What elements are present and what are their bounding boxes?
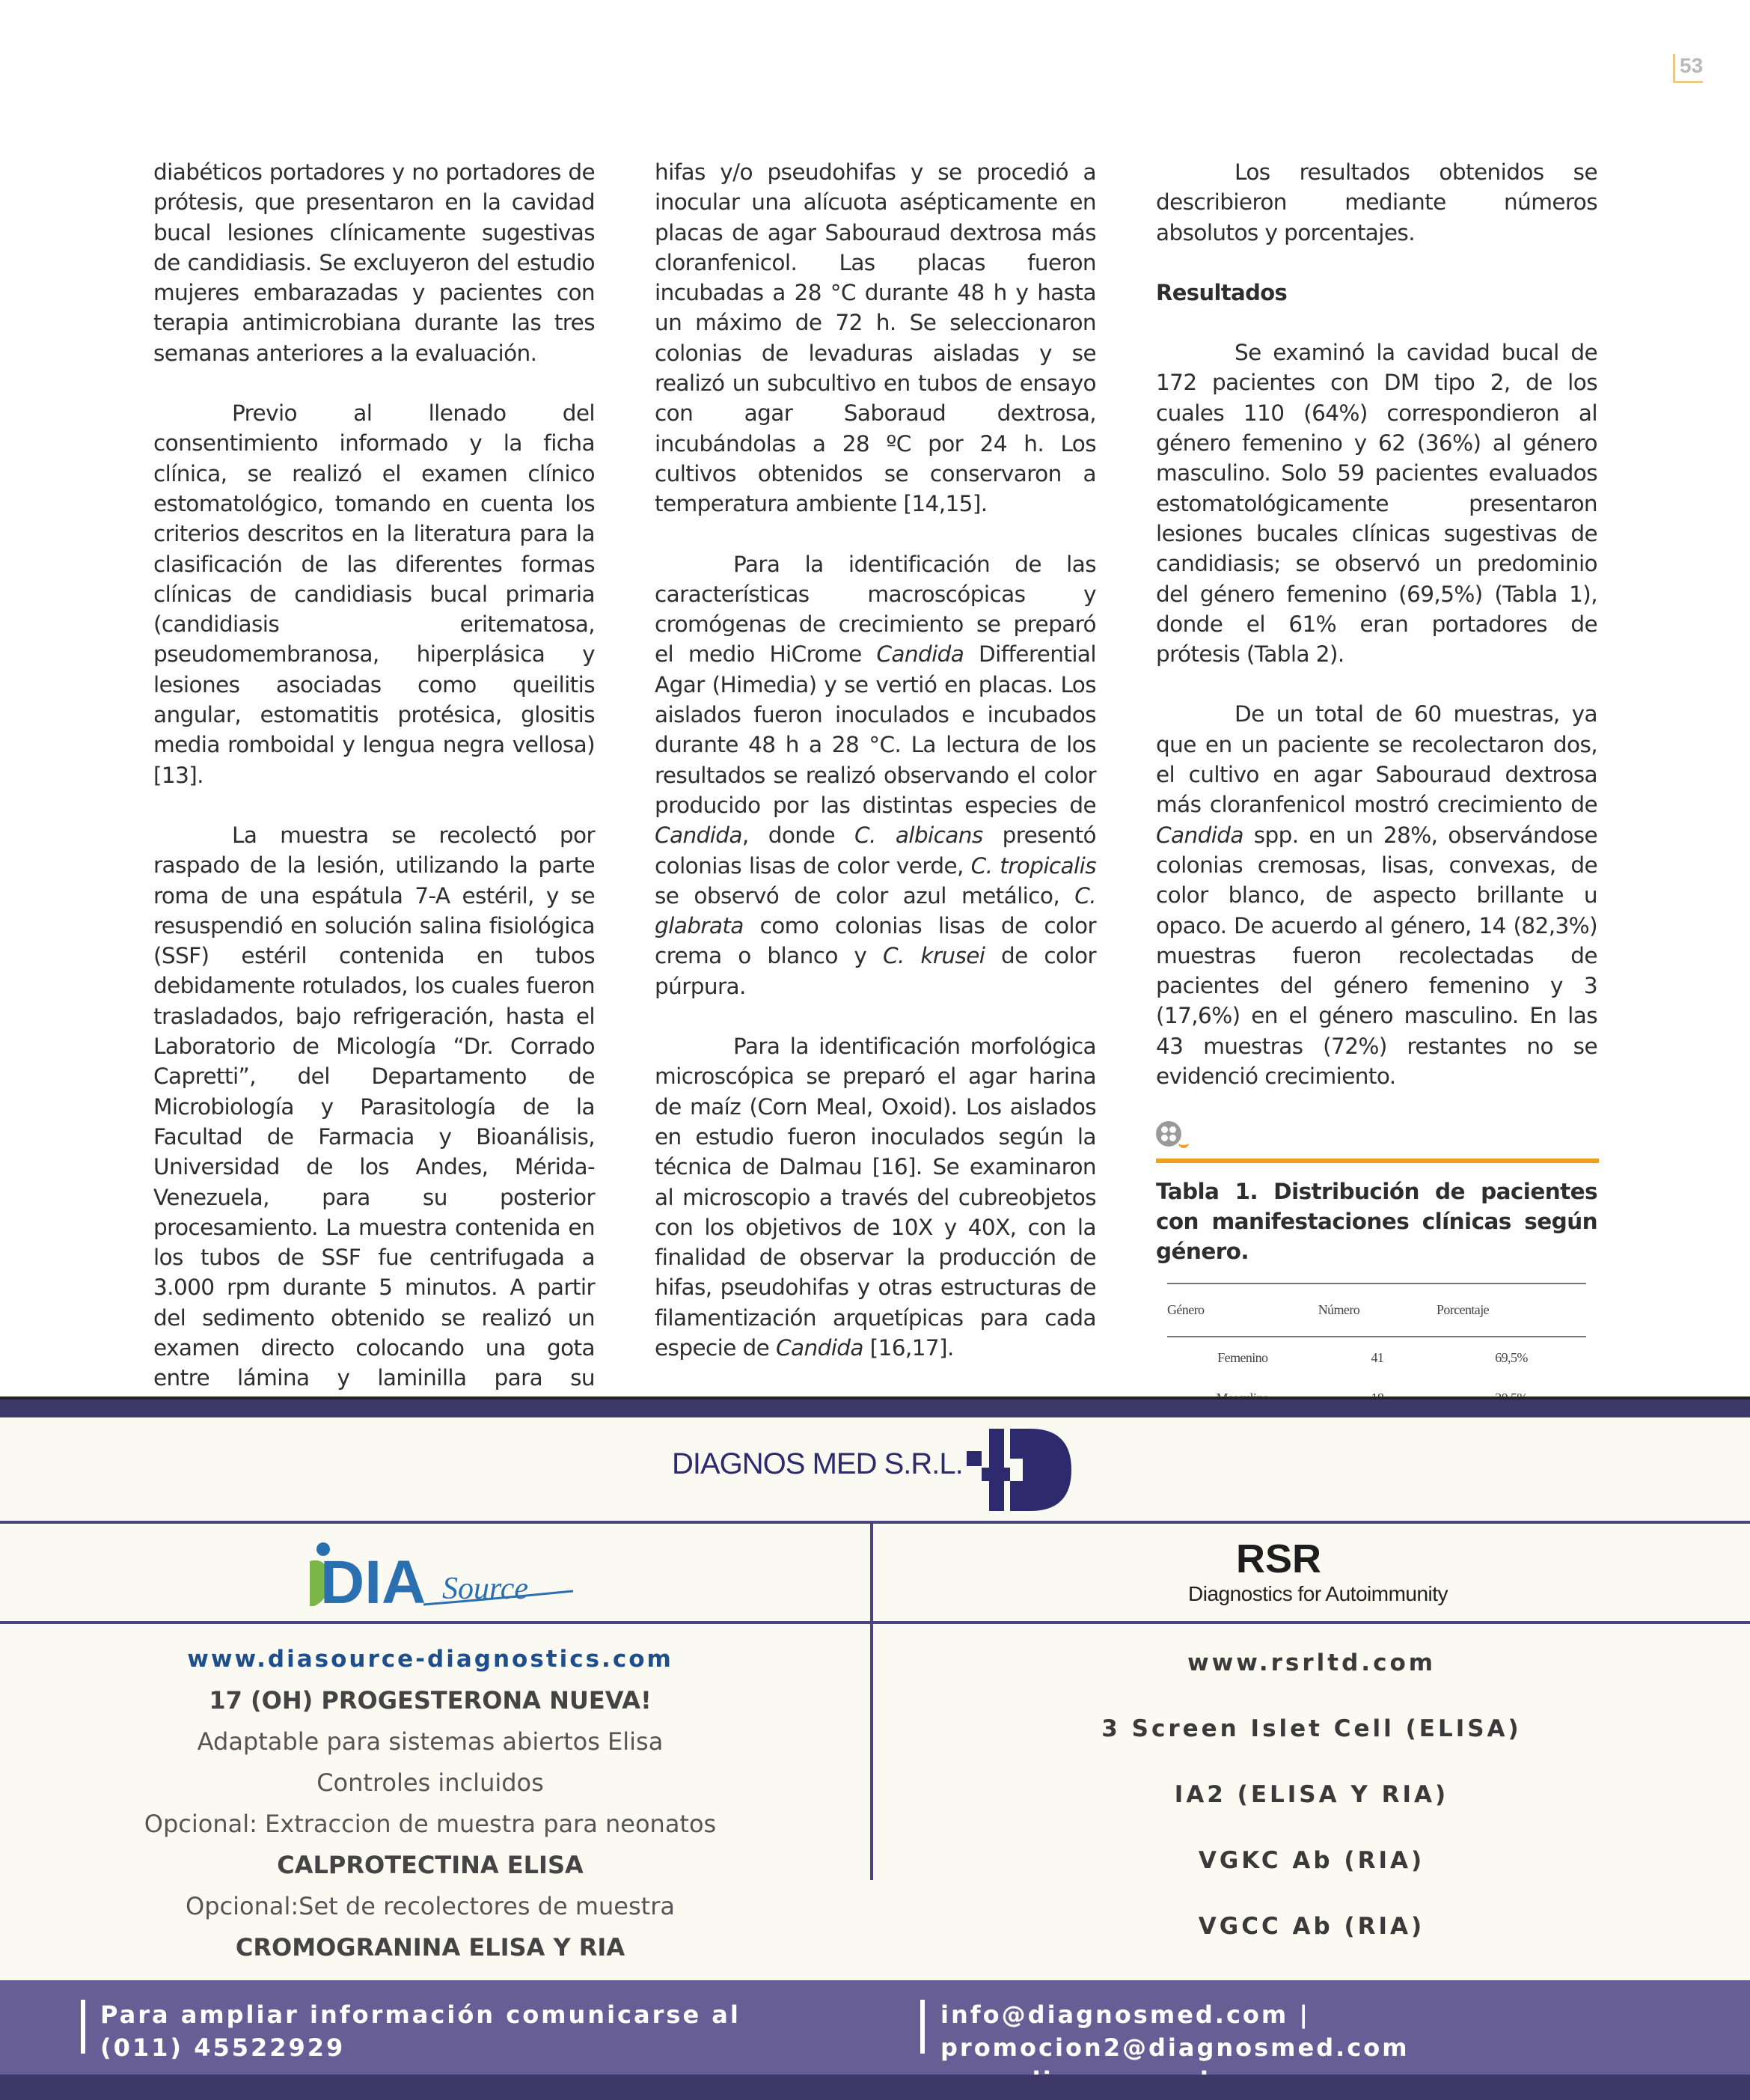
page-number: 53: [1673, 54, 1703, 83]
bottom-band: [0, 2075, 1750, 2100]
rsr-subtitle: Diagnostics for Autoimmunity: [1188, 1582, 1448, 1605]
table-cell: 41: [1371, 1349, 1384, 1365]
article-column-2: [655, 157, 1096, 1393]
product-item: 17 (OH) PROGESTERONA NUEVA!: [209, 1686, 652, 1715]
paragraph: hifas y/o pseudohifas y se procedió a inocular una alícuota asépticamente en placas de agar Sabouraud dextrosa más cloranfenicol. Las placas fueron incubadas a 28 °C durante 48 h y hasta un máximo de 72 h. Se seleccionaron colonias de levaduras aisladas y se realizó un subcultivo en tubos de ensayo con agar Saboraud dextrosa, incubándolas a 28 ºC por 24 h. Los cultivos obtenidos se conservaron a temperatura ambiente [14,15].: [655, 159, 1096, 517]
table-cell: 69,5%: [1495, 1349, 1528, 1365]
rsr-title: RSR: [1236, 1536, 1322, 1581]
film-reel-icon: [1156, 1121, 1189, 1151]
svg-text:DIA: DIA: [320, 1548, 426, 1614]
table-header-row: [1167, 1283, 1586, 1336]
diasource-products: [0, 1639, 860, 1968]
product-item: Opcional: Extraccion de muestra para neonatos: [144, 1810, 717, 1838]
paragraph: De un total de 60 muestras, ya que en un paciente se recolectaron dos, el cultivo en agar Sabouraud dextrosa más cloranfenicol mostró crecimiento de Candida spp. en un 28%, observándose colonias cremosas, lisas, convexas, de color blanco, de aspecto brillante u opaco. De acuerdo al género, 14 (82,3%) muestras fueron recolectadas de pacientes del género femenino y 3 (17,6%) en el género masculino. En las 43 muestras (72%) restantes no se evidenció crecimiento.: [1156, 701, 1597, 1090]
contact-emails[interactable]: info@diagnosmed.com | promocion2@diagnosmed.com: [940, 2000, 1410, 2062]
table-caption: Tabla 1. Distribución de pacientes con manifestaciones clínicas según género.: [1156, 1179, 1597, 1265]
ad-top-bar: [0, 1397, 1750, 1417]
product-item: Opcional:Set de recolectores de muestra: [186, 1892, 675, 1920]
product-item: VGKC Ab (RIA): [1198, 1847, 1425, 1874]
diagnos-logo-icon: [967, 1429, 1071, 1511]
product-item: Adaptable para sistemas abiertos Elisa: [197, 1727, 664, 1756]
table-header: Número: [1318, 1283, 1437, 1336]
article-column-3: [1156, 157, 1597, 1480]
product-item: IA2 (ELISA Y RIA): [1174, 1781, 1449, 1808]
rsr-products: [873, 1643, 1750, 1973]
product-item: VGCC Ab (RIA): [1198, 1913, 1425, 1940]
paragraph: Se examinó la cavidad bucal de 172 pacientes con DM tipo 2, de los cuales 110 (64%) correspondieron al género femenino y 62 (36%) al género masculino. Solo 59 pacientes evaluados estomatológicamente presentaron lesiones bucales clínicas sugestivas de candidiasis; se observó un predominio del género femenino (69,5%) (Tabla 1), donde el 61% eran portadores de prótesis (Tabla 2).: [1156, 340, 1597, 668]
svg-text:Source: Source: [442, 1572, 529, 1606]
product-item: 3 Screen Islet Cell (ELISA): [1101, 1715, 1522, 1742]
contact-phone: Para ampliar información comunicarse al (011) 45522929: [100, 2000, 741, 2062]
table-header: Porcentaje: [1437, 1283, 1586, 1336]
contact-divider: [920, 2000, 925, 2054]
ad-divider: [0, 1621, 1750, 1624]
contact-divider: [81, 2000, 85, 2054]
section-heading: Resultados: [1156, 279, 1288, 305]
advertisement: [0, 1397, 1750, 2100]
table-cell: Femenino: [1217, 1349, 1268, 1365]
product-item: CALPROTECTINA ELISA: [277, 1851, 584, 1879]
product-item: CROMOGRANINA ELISA Y RIA: [235, 1933, 625, 1962]
ad-divider: [0, 1521, 1750, 1524]
table-top-rule: [1156, 1159, 1599, 1163]
company-name: DIAGNOS MED S.R.L.: [672, 1447, 963, 1480]
paragraph: Previo al llenado del consentimiento informado y la ficha clínica, se realizó el examen clínico estomatológico, tomando en cuenta los criterios descritos en la literatura para la clasificación de las diferentes formas clínicas de candidiasis bucal primaria (candidiasis eritematosa, pseudomembranosa, hiperplásica y lesiones asociadas como queilitis angular, estomatitis protésica, glositis media romboidal y lengua negra vellosa) [13].: [153, 400, 595, 788]
product-item: Controles incluidos: [316, 1768, 544, 1797]
diasource-logo: [304, 1539, 588, 1614]
table-row: [1167, 1337, 1586, 1378]
paragraph: Para la identificación morfológica microscópica se preparó el agar harina de maíz (Corn Meal, Oxoid). Los aislados en estudio fueron inoculados según la técnica de Dalmau [16]. Se examinaron al microscopio a través del cubreobjetos con los objetivos de 10X y 40X, con la finalidad de observar la producción de hifas, pseudohifas y otras estructuras de filamentización arquetípicas para cada especie de Candida [16,17].: [655, 1034, 1096, 1361]
contact-bar: [0, 1980, 1750, 2100]
paragraph: Los resultados obtenidos se describieron mediante números absolutos y porcentajes.: [1156, 159, 1597, 245]
paragraph: Para la identificación de las características macroscópicas y cromógenas de crecimiento se preparó el medio HiCrome Candida Differential Agar (Himedia) y se vertió en placas. Los aislados fueron inoculados e incubados durante 48 h a 28 °C. La lectura de los resultados se realizó observando el color producido por las distintas especies de Candida, donde C. albicans presentó colonias lisas de color verde, C. tropicalis se observó de color azul metálico, C. glabrata como colonias lisas de color crema o blanco y C. krusei de color púrpura.: [655, 551, 1097, 999]
article-column-1: [153, 157, 595, 1513]
paragraph: La muestra se recolectó por raspado de la lesión, utilizando la parte roma de una espátula 7-A estéril, y se resuspendió en solución salina fisiológica (SSF) estéril contenida en tubos debidamente rotulados, los cuales fueron trasladados, bajo refrigeración, hasta el Laboratorio de Micología “Dr. Corrado Capretti”, del Departamento de Microbiología y Parasitología de la Facultad de Farmacia y Bioanálisis, Universidad de los Andes, Mérida-Venezuela, para su posterior procesamiento. La muestra contenida en los tubos de SSF fue centrifugada a 3.000 rpm durante 5 minutos. A partir del sedimento obtenido se realizó un examen directo colocando una gota entre lámina y laminilla para su: [153, 822, 595, 1391]
rsr-url-link[interactable]: www.rsrltd.com: [1187, 1649, 1437, 1676]
table-header: Género: [1167, 1283, 1318, 1336]
paragraph: diabéticos portadores y no portadores de prótesis, que presentaron en la cavidad bucal lesiones clínicamente sugestivas de candidiasis. Se excluyeron del estudio mujeres embarazadas y pacientes con terapia antimicrobiana durante las tres semanas anteriores a la evaluación.: [153, 159, 595, 366]
diasource-url-link[interactable]: www.diasource-diagnostics.com: [187, 1646, 673, 1673]
